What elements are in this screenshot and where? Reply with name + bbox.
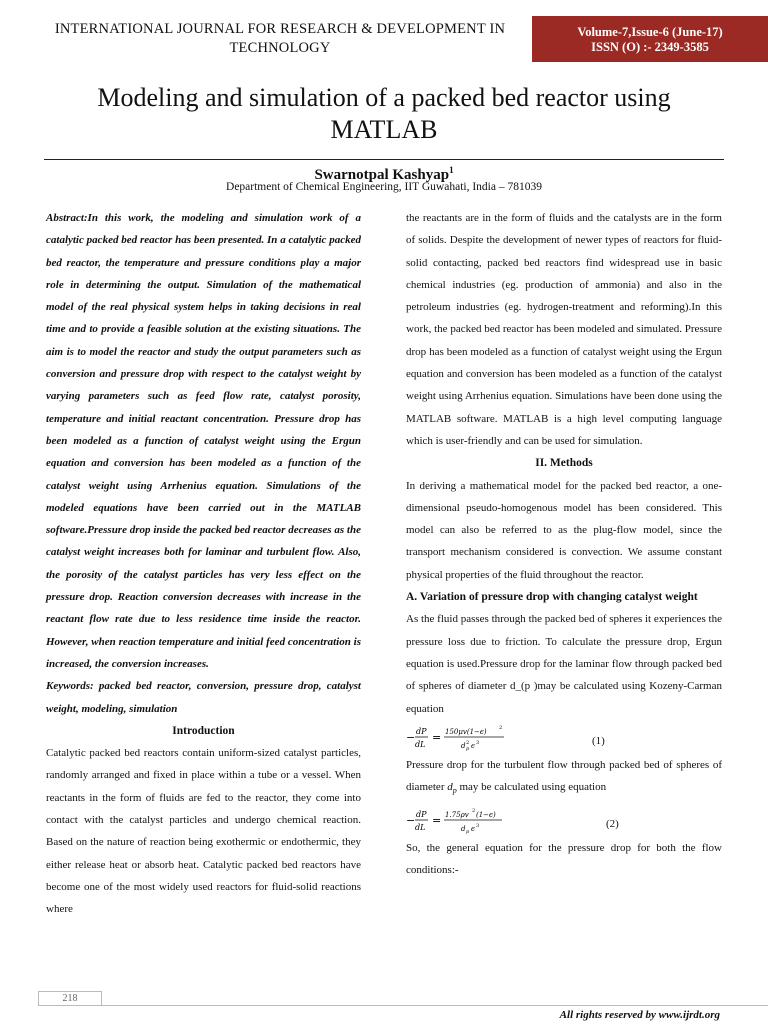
subsection-a-text: As the fluid passes through the packed bed of spheres it experiences the pressure loss due to friction. To calculate the pressure drop, Ergun equation is used.Pressure drop for the laminar flow through packed bed of spheres of diameter d_(p )may be calculated using Kozeny-Carman equation [406,613,722,715]
author-affiliation-marker: 1 [449,165,454,175]
equation-1-number: (1) [592,734,605,747]
svg-text:dP: dP [416,809,427,819]
equation-1 [406,723,722,753]
svg-text:p: p [466,745,470,752]
journal-name-line1: INTERNATIONAL JOURNAL FOR RESEARCH & DEVELOPMENT IN [54,21,506,37]
equation-2 [406,806,722,836]
svg-text:3: 3 [476,822,480,829]
keywords: Keywords: packed bed reactor, conversion, pressure drop, catalyst weight, modeling, simulation [46,680,361,715]
svg-text:=: = [432,813,442,827]
svg-text:ϵ: ϵ [471,824,475,833]
turbulent-flow-text [406,754,722,803]
subsection-a-heading: A. Variation of pressure drop with changing catalyst weight [406,591,698,604]
volume-issue: Volume-7,Issue-6 (June-17) [577,25,723,39]
svg-text:2: 2 [472,807,476,814]
svg-text:1.75ρv: 1.75ρv [445,810,469,819]
issn: ISSN (O) :- 2349-3585 [591,40,709,54]
svg-text:3: 3 [476,739,480,746]
paper-title-line1: Modeling and simulation of a packed bed reactor using [97,83,671,112]
equation-2-formula [406,806,536,836]
equation-1-formula [406,723,536,753]
methods-heading: II. Methods [535,457,593,470]
svg-text:ϵ: ϵ [471,741,475,750]
journal-name-line2: TECHNOLOGY [229,40,331,56]
svg-text:dL: dL [415,739,426,749]
svg-text:=: = [432,730,442,744]
methods-text: In deriving a mathematical model for the packed bed reactor, a one-dimensional pseudo-homogenous model has been considered. This model can also be referred to as the plug-flow model, since the transport mechanism considered is convection. We assume constant physical properties of the fluid throughout the reactor. [406,479,722,581]
svg-text:−: − [406,730,416,744]
svg-text:2: 2 [466,739,470,746]
svg-text:150μv(1−ϵ): 150μv(1−ϵ) [445,727,487,736]
right-column [406,207,722,881]
page-number: 218 [38,991,102,1006]
equation-2-number: (2) [606,817,619,830]
svg-text:dP: dP [416,726,427,736]
turbulent-text-part1: Pressure drop for the turbulent flow through packed bed of spheres of diameter [406,758,722,794]
copyright-notice: All rights reserved by www.ijrdt.org [559,1009,720,1021]
svg-text:d: d [461,824,466,833]
abstract: Abstract:In this work, the modeling and simulation work of a catalytic packed bed reactor has been presented. In a catalytic packed bed reactor, the temperature and pressure conditions play a major role in determining the output. Simulation of the mathematical model of the real physical system helps in taking decisions in real time and to provide a feasible solution at the existing situations. The aim is to model the reactor and study the output parameters such as conversion and pressure drop with respect to the catalyst weight by varying parameters such as feed flow rate, catalyst porosity, temperature and initial reactant concentration. Pressure drop has been modeled as a function of catalyst weight using the Ergun equation and conversion has been modeled as a function of the catalyst weight using Arrhenius equation. Simulations of the modeled equations have been carried out in the MATLAB software.Pressure drop inside the packed bed reactor decreases as the catalyst weight increases both for laminar and turbulent flow. Also, the porosity of the catalyst particles has very less effect on the pressure drop. Reaction conversion decreases with increase in the reactant flow rate due to less residence time inside the reactor. However, when reaction temperature and initial feed concentration is increased, the conversion increases. [46,212,361,670]
author-affiliation: Department of Chemical Engineering, IIT Guwahati, India – 781039 [226,181,542,193]
svg-text:dL: dL [415,822,426,832]
turbulent-text-part2: may be calculated using equation [456,781,607,794]
introduction-continued: the reactants are in the form of fluids and the catalysts are in the form of solids. Despite the development of newer types of reactors for fluid-solid contacting, packed bed reactors find widespread use in basic chemical industries (eg. production of ammonia) and also in the petroleum industries (eg. hydrogen-treatment and reforming).In this work, the packed bed reactor has been modeled and simulated. Pressure drop has been modeled as a function of catalyst weight using the Ergun equation and conversion has been modeled as a function of the catalyst weight using Arrhenius equation. Simulations have been done using the MATLAB software. MATLAB is a high level computing language which is user-friendly and can be used for simulation. [406,212,722,447]
paper-title-line2: MATLAB [330,115,438,144]
svg-text:−: − [406,813,416,827]
author-name-text: Swarnotpal Kashyap [314,167,450,183]
paper-title [30,82,738,146]
introduction-heading: Introduction [172,724,235,737]
volume-badge [532,16,768,62]
footer-divider [38,1005,768,1006]
svg-text:d: d [461,741,466,750]
journal-name [30,20,530,58]
svg-text:(1−ϵ): (1−ϵ) [476,810,496,819]
svg-text:2: 2 [499,724,503,731]
title-divider [44,159,724,160]
diameter-symbol: d [447,781,453,794]
introduction-text: Catalytic packed bed reactors contain uniform-sized catalyst particles, randomly arranged and fixed in place within a tube or a vessel. When reactants in the form of fluids are fed to the reactor, they come into contact with the catalyst particles and undergo chemical reaction. Based on the nature of reaction being exothermic or endothermic, they either release heat or absorb heat. Catalytic packed bed reactors have become one of the most widely used reactors for fluid-solid reactions where [46,747,361,916]
diameter-subscript: p [452,786,457,796]
left-column [46,207,361,921]
svg-text:p: p [466,828,470,835]
general-equation-text: So, the general equation for the pressure drop for both the flow conditions:- [406,841,722,876]
